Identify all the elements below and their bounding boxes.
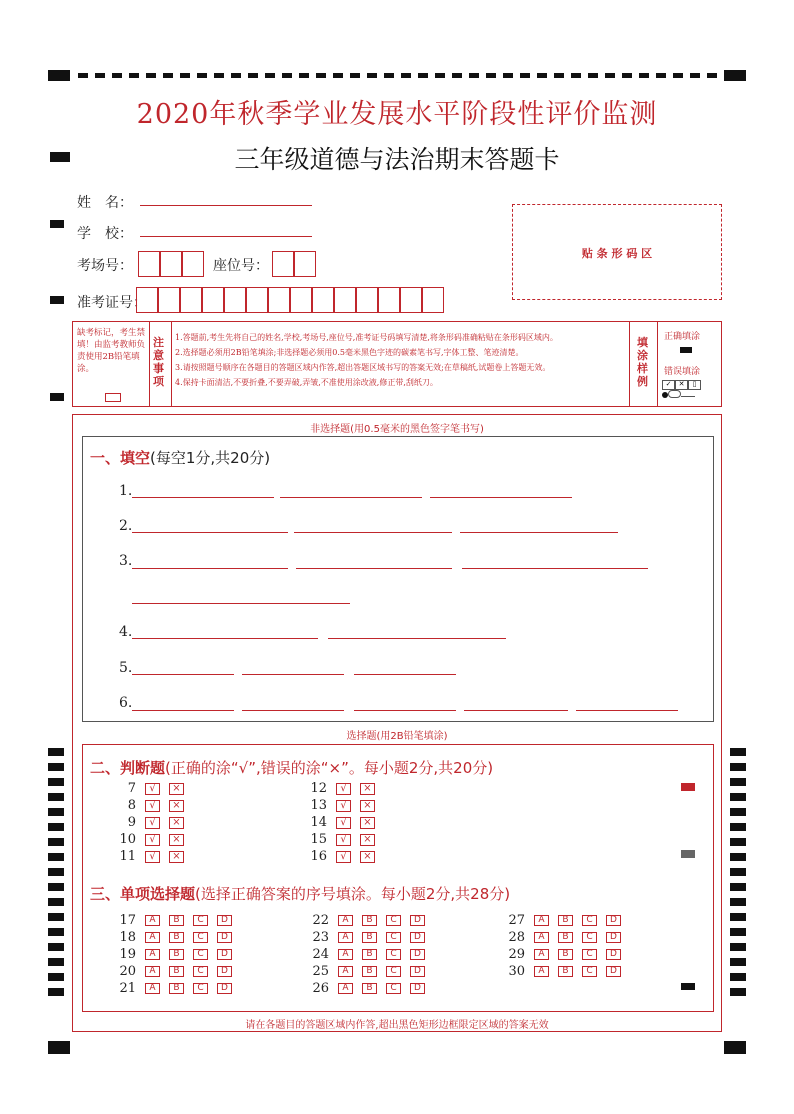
notice-label: 注意事项 (153, 336, 164, 388)
ticket-label: 准考证号： (77, 295, 147, 311)
timing-mark (50, 220, 64, 228)
judge-number: 8 (127, 798, 136, 813)
judge-number: 9 (127, 815, 136, 830)
judge-number: 14 (310, 815, 327, 830)
choice-header: 选择题(用2B铅笔填涂) (346, 731, 448, 742)
option-c[interactable]: C (386, 983, 401, 994)
absent-mark-box[interactable] (105, 393, 121, 402)
seat-label: 座位号： (213, 258, 269, 274)
option-b[interactable]: B (169, 915, 184, 926)
option-c[interactable]: C (386, 966, 401, 977)
option-d[interactable]: D (410, 932, 425, 943)
q6-blank[interactable] (464, 710, 568, 711)
q4-number: 4. (119, 624, 133, 640)
option-d[interactable]: D (217, 932, 232, 943)
option-c[interactable]: C (582, 949, 597, 960)
q6-blank[interactable] (132, 710, 234, 711)
q6-blank[interactable] (242, 710, 344, 711)
mc-number: 19 (119, 947, 136, 962)
mc-number: 30 (508, 964, 525, 979)
sample-label: 填涂样例 (637, 336, 648, 388)
top-timing-strip (48, 70, 748, 82)
notice-item: 4.保持卡面清洁,不要折叠,不要弄破,弄皱,不准使用涂改液,修正带,刮纸刀。 (175, 378, 438, 387)
judge-number: 13 (310, 798, 327, 813)
timing-mark (50, 152, 70, 162)
mc-number: 18 (119, 930, 136, 945)
fill-blank-section (82, 436, 714, 722)
correct-fill-label: 正确填涂 (664, 332, 701, 342)
cross-option[interactable]: × (169, 851, 184, 863)
q1-blank[interactable] (132, 497, 274, 498)
notice-item: 3.请按照题号顺序在各题目的答题区域内作答,超出答题区域书写的答案无效;在草稿纸,试题卷上答题无效。 (175, 363, 551, 372)
option-c[interactable]: C (582, 915, 597, 926)
option-c[interactable]: C (193, 932, 208, 943)
option-d[interactable]: D (606, 966, 621, 977)
option-d[interactable]: D (217, 983, 232, 994)
option-a[interactable]: A (145, 915, 160, 926)
option-b[interactable]: B (362, 983, 377, 994)
option-b[interactable]: B (169, 983, 184, 994)
barcode-label: 贴 条 形 码 区 (581, 247, 653, 260)
option-b[interactable]: B (558, 932, 573, 943)
q4-blank[interactable] (328, 638, 506, 639)
school-label: 学 校： (77, 226, 133, 242)
option-b[interactable]: B (362, 932, 377, 943)
q3-blank[interactable] (462, 568, 648, 569)
section2-heading: 二、判断题(正确的涂“√”,错误的涂“×”。每小题2分,共20分) (90, 759, 494, 777)
tick-option[interactable]: √ (336, 800, 351, 812)
mc-number: 23 (312, 930, 329, 945)
option-b[interactable]: B (169, 966, 184, 977)
left-timing-column (48, 748, 64, 998)
mc-number: 29 (508, 947, 525, 962)
judge-number: 15 (310, 832, 327, 847)
q6-blank[interactable] (576, 710, 678, 711)
judge-number: 10 (119, 832, 136, 847)
option-d[interactable]: D (606, 932, 621, 943)
black-marker (681, 983, 695, 990)
option-b[interactable]: B (169, 949, 184, 960)
corner-mark (48, 1041, 70, 1054)
name-field[interactable] (140, 205, 312, 206)
judge-number: 7 (127, 781, 136, 796)
option-d[interactable]: D (410, 966, 425, 977)
q1-blank[interactable] (430, 497, 572, 498)
q1-blank[interactable] (280, 497, 422, 498)
corner-mark (724, 1041, 746, 1054)
option-a[interactable]: A (145, 983, 160, 994)
cross-option[interactable]: × (360, 834, 375, 846)
school-field[interactable] (140, 236, 312, 237)
section1-heading: 一、填空(每空1分,共20分) (90, 449, 271, 467)
q2-blank[interactable] (294, 532, 452, 533)
red-marker (681, 783, 695, 791)
tick-option[interactable]: √ (336, 783, 351, 795)
right-timing-column (730, 748, 746, 998)
option-d[interactable]: D (606, 949, 621, 960)
q3-number: 3. (119, 553, 133, 569)
tick-option[interactable]: √ (145, 834, 160, 846)
section3-heading: 三、单项选择题(选择正确答案的序号填涂。每小题2分,共28分) (90, 885, 511, 903)
cross-option[interactable]: × (169, 783, 184, 795)
option-b[interactable]: B (169, 932, 184, 943)
tick-option[interactable]: √ (145, 851, 160, 863)
option-c[interactable]: C (386, 915, 401, 926)
footer-note: 请在各题目的答题区域内作答,超出黑色矩形边框限定区域的答案无效 (245, 1020, 549, 1031)
option-c[interactable]: C (193, 949, 208, 960)
q1-number: 1. (119, 483, 133, 499)
tick-option[interactable]: √ (336, 851, 351, 863)
name-label: 姓 名： (77, 195, 133, 211)
option-a[interactable]: A (534, 932, 549, 943)
card-title: 三年级道德与法治期末答题卡 (234, 145, 560, 174)
q3-blank[interactable] (132, 568, 288, 569)
mc-number: 27 (508, 913, 525, 928)
tick-option[interactable]: √ (145, 800, 160, 812)
timing-mark (50, 296, 64, 304)
option-d[interactable]: D (217, 949, 232, 960)
tick-option[interactable]: √ (336, 834, 351, 846)
option-c[interactable]: C (582, 932, 597, 943)
cross-option[interactable]: × (169, 800, 184, 812)
timing-mark (50, 393, 64, 401)
mc-number: 24 (312, 947, 329, 962)
option-a[interactable]: A (338, 983, 353, 994)
option-a[interactable]: A (534, 966, 549, 977)
tick-option[interactable]: √ (336, 817, 351, 829)
mc-number: 25 (312, 964, 329, 979)
q2-blank[interactable] (132, 532, 288, 533)
option-d[interactable]: D (410, 949, 425, 960)
option-a[interactable]: A (338, 932, 353, 943)
wrong-fill-label: 错误填涂 (664, 367, 701, 377)
q6-blank[interactable] (354, 710, 456, 711)
option-c[interactable]: C (386, 932, 401, 943)
option-a[interactable]: A (534, 949, 549, 960)
cross-option[interactable]: × (360, 783, 375, 795)
cross-option[interactable]: × (360, 851, 375, 863)
q3-blank[interactable] (132, 603, 350, 604)
notice-panel (72, 321, 722, 407)
mc-number: 22 (312, 913, 329, 928)
judge-number: 16 (310, 849, 327, 864)
nonchoice-header: 非选择题(用0.5毫米的黑色签字笔书写) (310, 424, 484, 435)
option-a[interactable]: A (145, 932, 160, 943)
option-c[interactable]: C (193, 983, 208, 994)
barcode-area (512, 204, 722, 300)
option-a[interactable]: A (145, 949, 160, 960)
q5-number: 5. (119, 660, 133, 676)
option-d[interactable]: D (410, 915, 425, 926)
q3-blank[interactable] (296, 568, 452, 569)
option-a[interactable]: A (534, 915, 549, 926)
q6-number: 6. (119, 695, 133, 711)
option-b[interactable]: B (362, 966, 377, 977)
option-c[interactable]: C (386, 949, 401, 960)
option-b[interactable]: B (558, 949, 573, 960)
option-b[interactable]: B (558, 966, 573, 977)
option-a[interactable]: A (338, 915, 353, 926)
mc-number: 17 (119, 913, 136, 928)
absent-note: 缺考标记，考生禁填！由监考教师负责使用2B铅笔填涂。 (77, 328, 146, 374)
cross-option[interactable]: × (169, 834, 184, 846)
option-d[interactable]: D (217, 915, 232, 926)
tick-option[interactable]: √ (145, 783, 160, 795)
mc-number: 26 (312, 981, 329, 996)
option-b[interactable]: B (558, 915, 573, 926)
q2-blank[interactable] (460, 532, 618, 533)
option-a[interactable]: A (338, 966, 353, 977)
judge-number: 12 (310, 781, 327, 796)
gray-marker (681, 850, 695, 858)
judge-number: 11 (119, 849, 136, 864)
q5-blank[interactable] (242, 674, 344, 675)
option-c[interactable]: C (193, 966, 208, 977)
exam-room-label: 考场号： (77, 258, 133, 274)
option-b[interactable]: B (362, 949, 377, 960)
option-b[interactable]: B (362, 915, 377, 926)
option-c[interactable]: C (193, 915, 208, 926)
option-d[interactable]: D (217, 966, 232, 977)
correct-fill-sample (680, 347, 692, 353)
mc-number: 20 (119, 964, 136, 979)
q5-blank[interactable] (354, 674, 456, 675)
q5-blank[interactable] (132, 674, 234, 675)
mc-number: 21 (119, 981, 136, 996)
option-d[interactable]: D (606, 915, 621, 926)
q2-number: 2. (119, 518, 133, 534)
notice-item: 1.答题前,考生先将自己的姓名,学校,考场号,座位号,准考证号码填写清楚,将条形码准确粘贴在条形码区域内。 (175, 333, 558, 342)
mc-number: 28 (508, 930, 525, 945)
option-a[interactable]: A (145, 966, 160, 977)
option-d[interactable]: D (410, 983, 425, 994)
cross-option[interactable]: × (169, 817, 184, 829)
wrong-fill-samples: ✓ ✕ ▯ (662, 378, 718, 402)
tick-option[interactable]: √ (145, 817, 160, 829)
cross-option[interactable]: × (360, 800, 375, 812)
cross-option[interactable]: × (360, 817, 375, 829)
q4-blank[interactable] (132, 638, 318, 639)
exam-title: 2020年秋季学业发展水平阶段性评价监测 (136, 99, 658, 130)
option-a[interactable]: A (338, 949, 353, 960)
option-c[interactable]: C (582, 966, 597, 977)
notice-item: 2.选择题必须用2B铅笔填涂;非选择题必须用0.5毫米黑色字迹的碳素笔书写,字体工整、笔迹清楚。 (175, 348, 524, 357)
